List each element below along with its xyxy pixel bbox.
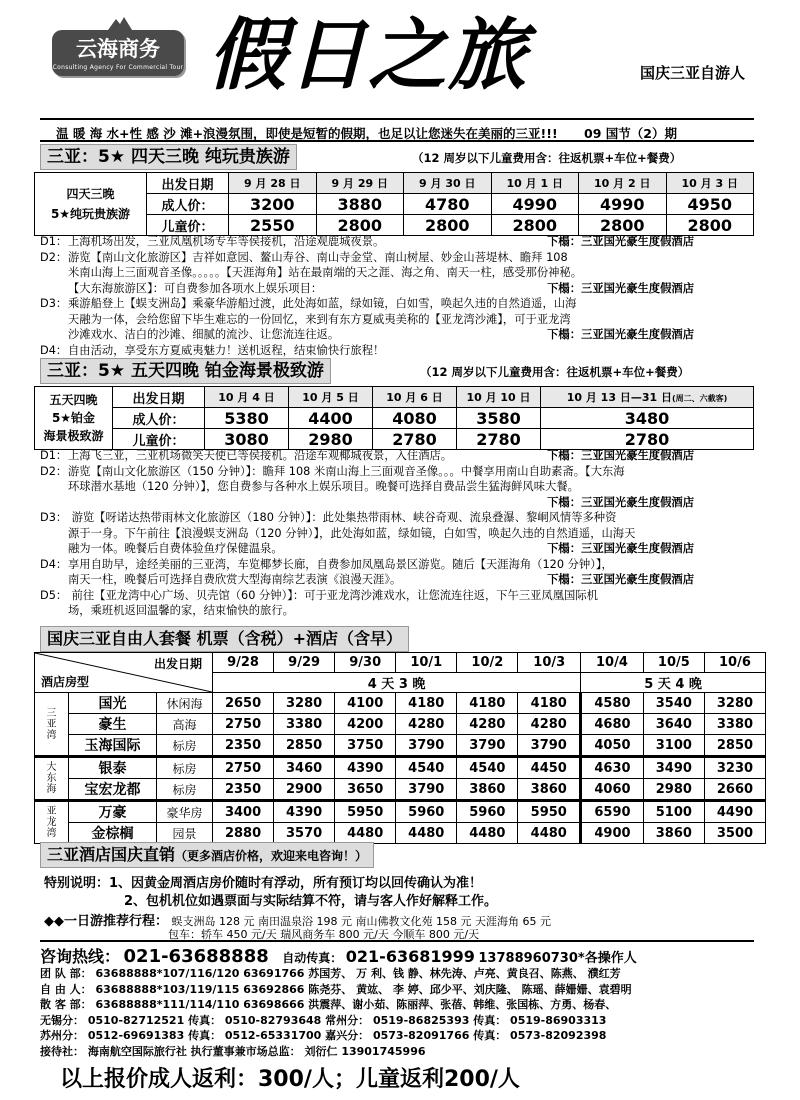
section2-title: 三亚：5★ 五天四晚 铂金海景极致游 xyxy=(40,358,331,384)
logo-subtitle: Consulting Agency For Commercial Tour xyxy=(52,64,184,71)
price-cell: 4200 xyxy=(335,714,396,735)
adult-price: 4950 xyxy=(666,194,754,215)
child-price: 3080 xyxy=(205,429,289,450)
price-cell: 3860 xyxy=(518,779,581,801)
price-cell: 4180 xyxy=(457,693,518,714)
price-cell: 3380 xyxy=(704,714,765,735)
hotline-number: 021-63688888 xyxy=(123,946,269,967)
title-tag: 国庆三亚自游人 xyxy=(640,64,746,82)
child-price: 2980 xyxy=(289,429,373,450)
itinerary-text: 场，乘班机返回温馨的家，结束愉快的旅行。 xyxy=(68,604,294,617)
section1-title: 三亚：5★ 四天三晚 纯玩贵族游 xyxy=(40,144,297,170)
fax-number: 021-63681999 xyxy=(345,947,475,966)
itinerary-line xyxy=(40,510,754,526)
day-label: D2： xyxy=(40,464,68,478)
price-cell: 4630 xyxy=(581,757,644,779)
price-cell: 2880 xyxy=(213,823,274,844)
adult-price: 4990 xyxy=(491,194,579,215)
day-label: D3： xyxy=(40,297,68,310)
adult-price: 3880 xyxy=(316,194,404,215)
room-type: 豪华房 xyxy=(157,801,213,823)
price-cell: 2350 xyxy=(213,735,274,757)
price-cell: 2850 xyxy=(274,735,335,757)
itinerary-text: 沙滩戏水、洁白的沙滩、细腻的流沙、让您流连往返。 xyxy=(68,328,340,341)
date-label: 出发日期 xyxy=(113,387,205,408)
price-cell: 3540 xyxy=(643,693,704,714)
price-cell: 5960 xyxy=(396,801,457,823)
contact-row: 接待社： 海南航空国际旅行社 执行董事兼市场总监： 刘衍仁 13901745996 xyxy=(40,1044,426,1058)
date-cell: 9/30 xyxy=(335,653,396,673)
hotel-name: 万豪 xyxy=(69,801,157,823)
child-price: 2780 xyxy=(541,429,754,450)
child-price: 2800 xyxy=(491,215,579,236)
price-cell: 3650 xyxy=(335,779,396,801)
itinerary-text: 【大东海旅游区】：可自费参加各项水上娱乐项目： xyxy=(68,281,323,295)
price-cell: 3100 xyxy=(643,735,704,757)
price-cell: 5950 xyxy=(518,801,581,823)
adult-label: 成人价： xyxy=(147,194,229,215)
itinerary-text: 游览【南山文化旅游区】吉祥如意园、鳌山寿谷、南山寺金堂、南山树屋、妙金山菩堤林、瞻拜 108 xyxy=(68,250,568,264)
date-cell: 10 月 10 日 xyxy=(457,387,541,408)
contact-row: 无锡分： 0510-82712521 传真： 0510-82793648 常州分： 0519-86825393 传真： 0519-86903313 xyxy=(40,1013,607,1027)
itinerary-text: 游览【呀诺达热带雨林文化旅游区（180 分钟）】：此处集热带雨林、峡谷奇观、流泉叠瀑、黎峒风情等多种资 xyxy=(68,511,617,524)
mountain-icon xyxy=(108,16,132,30)
adult-price: 4400 xyxy=(289,408,373,429)
day-label: D4： xyxy=(40,557,68,571)
section4-title: 三亚酒店国庆直销（更多酒店价格，欢迎来电咨询！） xyxy=(40,842,374,868)
contact-row: 自 由 人： 63688888*103/119/115 63692866 陈尧芬、 黄竑、 李 婷、邱少平、刘庆隆、 陈瑶、薛姗姗、袁碧明 xyxy=(40,982,632,996)
date-label: 出发日期 xyxy=(147,173,229,194)
price-cell: 4060 xyxy=(581,779,644,801)
price-cell: 4180 xyxy=(518,693,581,714)
adult-price: 3200 xyxy=(229,194,317,215)
hotline-line: 咨询热线： 021-63688888 自动传真： 021-63681999 13788960730*各操作人 xyxy=(40,946,637,967)
itinerary-text: 享用自助早，途经美丽的三亚湾，车览椰梦长廊，自费参加凤凰岛景区游览。随后【天涯海角（120 分钟）】， xyxy=(68,557,613,571)
car-rental-line: 包车：轿车 450 元/天 瑞风商务车 800 元/天 今顺车 800 元/天 xyxy=(168,928,480,941)
price-cell: 5950 xyxy=(335,801,396,823)
price-cell: 4480 xyxy=(396,823,457,844)
itinerary-line xyxy=(40,281,754,297)
stay-hotel: 下榻：三亚国光豪生度假酒店 xyxy=(547,281,694,295)
price-cell: 2750 xyxy=(213,714,274,735)
price-cell: 4280 xyxy=(396,714,457,735)
itinerary-text: 源于一身。下午前往【浪漫蜈支洲岛（120 分钟）】，此处海如蓝，绿如镜，白如雪，唤起久违的自然逍遥，山海天 xyxy=(68,526,636,540)
itinerary-text: 上海飞三亚，三亚机场微笑天使已等侯接机。沿途车观椰城夜景，入住酒店。 xyxy=(68,449,453,462)
price-cell: 2850 xyxy=(704,735,765,757)
child-price: 2780 xyxy=(457,429,541,450)
price-cell: 3230 xyxy=(704,757,765,779)
price-cell: 3790 xyxy=(396,779,457,801)
itinerary-line xyxy=(40,312,754,328)
price-cell: 3860 xyxy=(457,779,518,801)
stay-hotel: 下榻：三亚国光豪生度假酒店 xyxy=(547,449,694,462)
group-5d4n: 5 天 4 晚 xyxy=(581,673,766,693)
price-cell: 3490 xyxy=(643,757,704,779)
child-label: 儿童价： xyxy=(113,429,205,450)
price-cell: 3380 xyxy=(274,714,335,735)
adult-label: 成人价： xyxy=(113,408,205,429)
itinerary-line xyxy=(40,526,754,542)
date-cell: 9 月 28 日 xyxy=(229,173,317,194)
hotel-name: 豪生 xyxy=(69,714,157,735)
itinerary-line xyxy=(40,479,754,495)
adult-price: 4080 xyxy=(373,408,457,429)
corner-room-label: 酒店房型 xyxy=(41,675,90,689)
adult-price: 4990 xyxy=(579,194,667,215)
table-row xyxy=(35,823,766,844)
date-cell: 10 月 2 日 xyxy=(579,173,667,194)
price-cell: 3750 xyxy=(335,735,396,757)
stay-hotel: 下榻：三亚国光豪生度假酒店 xyxy=(547,328,694,341)
price-cell: 3460 xyxy=(274,757,335,779)
daytrip-line: ◆◆一日游推荐行程： 蜈支洲岛 128 元 南田温泉浴 198 元 南山佛教文化苑 158 元 天涯海角 65 元 xyxy=(44,914,551,929)
date-cell: 10/5 xyxy=(643,653,704,673)
table-row xyxy=(35,693,766,714)
child-price: 2800 xyxy=(404,215,492,236)
contact-divider xyxy=(40,940,754,942)
itinerary-line xyxy=(40,448,754,464)
table-row xyxy=(35,779,766,801)
price-cell: 3280 xyxy=(704,693,765,714)
price-cell: 6590 xyxy=(581,801,644,823)
date-cell: 9/29 xyxy=(274,653,335,673)
itinerary-text: 环球潜水基地（120 分钟）】，您自费参与各种水上娱乐项目。晚餐可选择自费品尝生猛海鲜风味大餐。 xyxy=(68,480,579,493)
date-cell: 9/28 xyxy=(213,653,274,673)
date-cell: 10/2 xyxy=(457,653,518,673)
price-cell: 4480 xyxy=(457,823,518,844)
price-cell: 2900 xyxy=(274,779,335,801)
price-cell: 4580 xyxy=(581,693,644,714)
table-corner xyxy=(35,653,213,693)
slogan-text: 温 暖 海 水+性 感 沙 滩+浪漫氛围，即使是短暂的假期，也足以让您迷失在美丽的三亚!!! xyxy=(56,126,558,141)
room-type: 标房 xyxy=(157,779,213,801)
rebate-footer: 以上报价成人返利：300/人；儿童返利200/人 xyxy=(60,1067,520,1092)
itinerary-line xyxy=(40,495,754,511)
itinerary-text: 融为一体。晚餐后自费体验鱼疗保健温泉。 xyxy=(68,542,283,555)
corner-date-label: 出发日期 xyxy=(153,657,202,671)
hotel-name: 玉海国际 xyxy=(69,735,157,757)
price-cell: 3640 xyxy=(643,714,704,735)
hotel-name: 金棕榈 xyxy=(69,823,157,844)
date-cell: 10 月 3 日 xyxy=(666,173,754,194)
table-row xyxy=(35,714,766,735)
hotel-package-table xyxy=(34,652,766,844)
hotel-name: 国光 xyxy=(69,693,157,714)
price-cell: 4480 xyxy=(335,823,396,844)
region-cell: 亚 龙 湾 xyxy=(35,801,69,844)
contact-row: 散 客 部： 63688888*111/114/110 63698666 洪震萍、谢小茹、陈丽萍、张蓓、韩维、张国栋、方勇、杨春、 xyxy=(40,998,617,1012)
room-type: 园景 xyxy=(157,823,213,844)
room-type: 标房 xyxy=(157,757,213,779)
adult-price: 3480 xyxy=(541,408,754,429)
stay-hotel: 下榻：三亚国光豪生度假酒店 xyxy=(547,235,694,248)
price-cell: 5100 xyxy=(643,801,704,823)
itinerary-line xyxy=(40,464,754,480)
itinerary-text: 天融为一体，会给您留下毕生难忘的一份回忆，来到有东方夏威夷美称的【亚龙湾沙滩】，可于亚龙湾 xyxy=(68,312,571,326)
adult-price: 4780 xyxy=(404,194,492,215)
itinerary-text: 乘游船登上【蜈支洲岛】乘豪华游船过渡，此处海如蓝，绿如镜，白如雪，唤起久违的自然逍遥，山海 xyxy=(68,297,577,310)
group-4d3n: 4 天 3 晚 xyxy=(213,673,581,693)
special-note: 特别说明：1、因黄金周酒店房价随时有浮动，所有预订均以回传确认为准！ xyxy=(44,876,483,891)
date-cell: 10/4 xyxy=(581,653,644,673)
stay-hotel: 下榻：三亚国光豪生度假酒店 xyxy=(547,542,694,555)
package-name: 四天三晚 5★纯玩贵族游 xyxy=(35,173,147,236)
price-cell: 3500 xyxy=(704,823,765,844)
date-cell: 9 月 29 日 xyxy=(316,173,404,194)
itinerary-line xyxy=(40,250,754,266)
contact-row: 团 队 部： 63688888*107/116/120 63691766 苏国芳、 万 利、钱 静、林先涛、卢亮、黄良召、陈燕、 濮红芳 xyxy=(40,967,621,980)
price-cell: 2350 xyxy=(213,779,274,801)
section1-note: （12 周岁以下儿童费用含：往返机票+车位+餐费） xyxy=(412,151,682,165)
price-cell: 3280 xyxy=(274,693,335,714)
day-label: D1： xyxy=(40,449,68,462)
day-label: D5： xyxy=(40,588,68,602)
price-cell: 4050 xyxy=(581,735,644,757)
child-price: 2800 xyxy=(666,215,754,236)
price-cell: 4540 xyxy=(457,757,518,779)
price-cell: 4900 xyxy=(581,823,644,844)
price-cell: 4280 xyxy=(457,714,518,735)
price-cell: 4680 xyxy=(581,714,644,735)
day-label: D4： xyxy=(40,343,68,357)
section2-note: （12 周岁以下儿童费用含：往返机票+车位+餐费） xyxy=(420,365,690,379)
child-label: 儿童价： xyxy=(147,215,229,236)
room-type: 标房 xyxy=(157,735,213,757)
price-cell: 4100 xyxy=(335,693,396,714)
table-row xyxy=(35,801,766,823)
itinerary-line xyxy=(40,234,754,250)
itinerary-text: 南天一柱，晚餐后可选择自费欣赏大型海南综艺表演《浪漫天涯》。 xyxy=(68,573,402,586)
date-cell: 10 月 6 日 xyxy=(373,387,457,408)
section2-price-table xyxy=(34,386,754,450)
price-cell: 3400 xyxy=(213,801,274,823)
table-row xyxy=(35,757,766,779)
section1-itinerary xyxy=(40,234,754,358)
itinerary-line xyxy=(40,296,754,312)
price-cell: 2650 xyxy=(213,693,274,714)
region-cell: 三 亚 湾 xyxy=(35,693,69,757)
price-cell: 4390 xyxy=(335,757,396,779)
date-cell: 10/6 xyxy=(704,653,765,673)
itinerary-text: 游览【南山文化旅游区（150 分钟）】：瞻拜 108 米南山海上三面观音圣像。。。中餐享用南山自助素斋。【大东海 xyxy=(68,464,625,478)
date-cell: 10 月 4 日 xyxy=(205,387,289,408)
price-cell: 4450 xyxy=(518,757,581,779)
section2-itinerary xyxy=(40,448,754,619)
main-title: 假日之旅 xyxy=(208,10,529,101)
itinerary-text: 自由活动，享受东方夏威夷魅力！送机返程，结束愉快行旅程！ xyxy=(68,343,385,357)
package-name: 五天四晚 5★铂金 海景极致游 xyxy=(35,387,113,450)
price-cell: 4490 xyxy=(704,801,765,823)
child-price: 2800 xyxy=(579,215,667,236)
itinerary-text: 米南山海上三面观音圣像。。。。。【天涯海角】站在最南端的天之涯、海之角、南天一柱，感受那份神秘。 xyxy=(68,266,583,279)
price-cell: 3790 xyxy=(396,735,457,757)
region-cell: 大 东 海 xyxy=(35,757,69,801)
itinerary-line xyxy=(40,327,754,343)
day-label: D2： xyxy=(40,250,68,264)
price-cell: 3790 xyxy=(518,735,581,757)
date-cell: 10 月 13 日—31 日(周二、六截客) xyxy=(541,387,754,408)
special-note-2: 2、包机机位如遇票面与实际结算不符，请与客人作好解释工作。 xyxy=(124,894,498,909)
section1-price-table xyxy=(34,172,754,236)
price-cell: 5960 xyxy=(457,801,518,823)
stay-hotel: 下榻：三亚国光豪生度假酒店 xyxy=(547,495,694,509)
price-cell: 4280 xyxy=(518,714,581,735)
issue-number: 09 国节（2）期 xyxy=(584,126,677,141)
price-cell: 2980 xyxy=(643,779,704,801)
day-label: D1： xyxy=(40,235,68,248)
stay-hotel: 下榻：三亚国光豪生度假酒店 xyxy=(547,573,694,586)
price-cell: 4480 xyxy=(518,823,581,844)
adult-price: 3580 xyxy=(457,408,541,429)
hotel-name: 宝宏龙都 xyxy=(69,779,157,801)
itinerary-line xyxy=(40,572,754,588)
price-cell: 4390 xyxy=(274,801,335,823)
table-row xyxy=(35,735,766,757)
itinerary-line xyxy=(40,603,754,619)
date-cell: 10 月 5 日 xyxy=(289,387,373,408)
date-cell: 10/3 xyxy=(518,653,581,673)
itinerary-line xyxy=(40,265,754,281)
itinerary-line xyxy=(40,557,754,573)
itinerary-line xyxy=(40,588,754,604)
room-type: 休闲海 xyxy=(157,693,213,714)
contact-list xyxy=(40,966,760,1060)
price-cell: 3570 xyxy=(274,823,335,844)
price-cell: 2660 xyxy=(704,779,765,801)
room-type: 高海 xyxy=(157,714,213,735)
company-logo xyxy=(52,30,184,76)
logo-text: 云海商务 xyxy=(76,36,160,61)
hotel-name: 银泰 xyxy=(69,757,157,779)
price-cell: 2750 xyxy=(213,757,274,779)
date-cell: 10 月 1 日 xyxy=(491,173,579,194)
itinerary-text: 前往【亚龙湾中心广场、贝壳馆（60 分钟）】：可于亚龙湾沙滩戏水，让您流连往返，下午三亚凤凰国际机 xyxy=(68,588,598,602)
price-cell: 4540 xyxy=(396,757,457,779)
date-cell: 9 月 30 日 xyxy=(404,173,492,194)
day-label: D3： xyxy=(40,511,68,524)
section3-title: 国庆三亚自由人套餐 机票（含税）+酒店（含早） xyxy=(40,626,409,652)
itinerary-line xyxy=(40,541,754,557)
child-price: 2800 xyxy=(316,215,404,236)
itinerary-text: 上海机场出发，三亚凤凰机场专车等侯接机，沿途观鹿城夜景。 xyxy=(68,235,385,248)
header-divider xyxy=(40,118,754,120)
slogan-divider xyxy=(40,140,754,142)
itinerary-line xyxy=(40,343,754,359)
child-price: 2780 xyxy=(373,429,457,450)
date-cell: 10/1 xyxy=(396,653,457,673)
price-cell: 4180 xyxy=(396,693,457,714)
contact-row: 苏州分： 0512-69691383 传真： 0512-65331700 嘉兴分： 0573-82091766 传真： 0573-82092398 xyxy=(40,1029,607,1043)
price-cell: 3790 xyxy=(457,735,518,757)
price-cell: 3860 xyxy=(643,823,704,844)
child-price: 2550 xyxy=(229,215,317,236)
adult-price: 5380 xyxy=(205,408,289,429)
